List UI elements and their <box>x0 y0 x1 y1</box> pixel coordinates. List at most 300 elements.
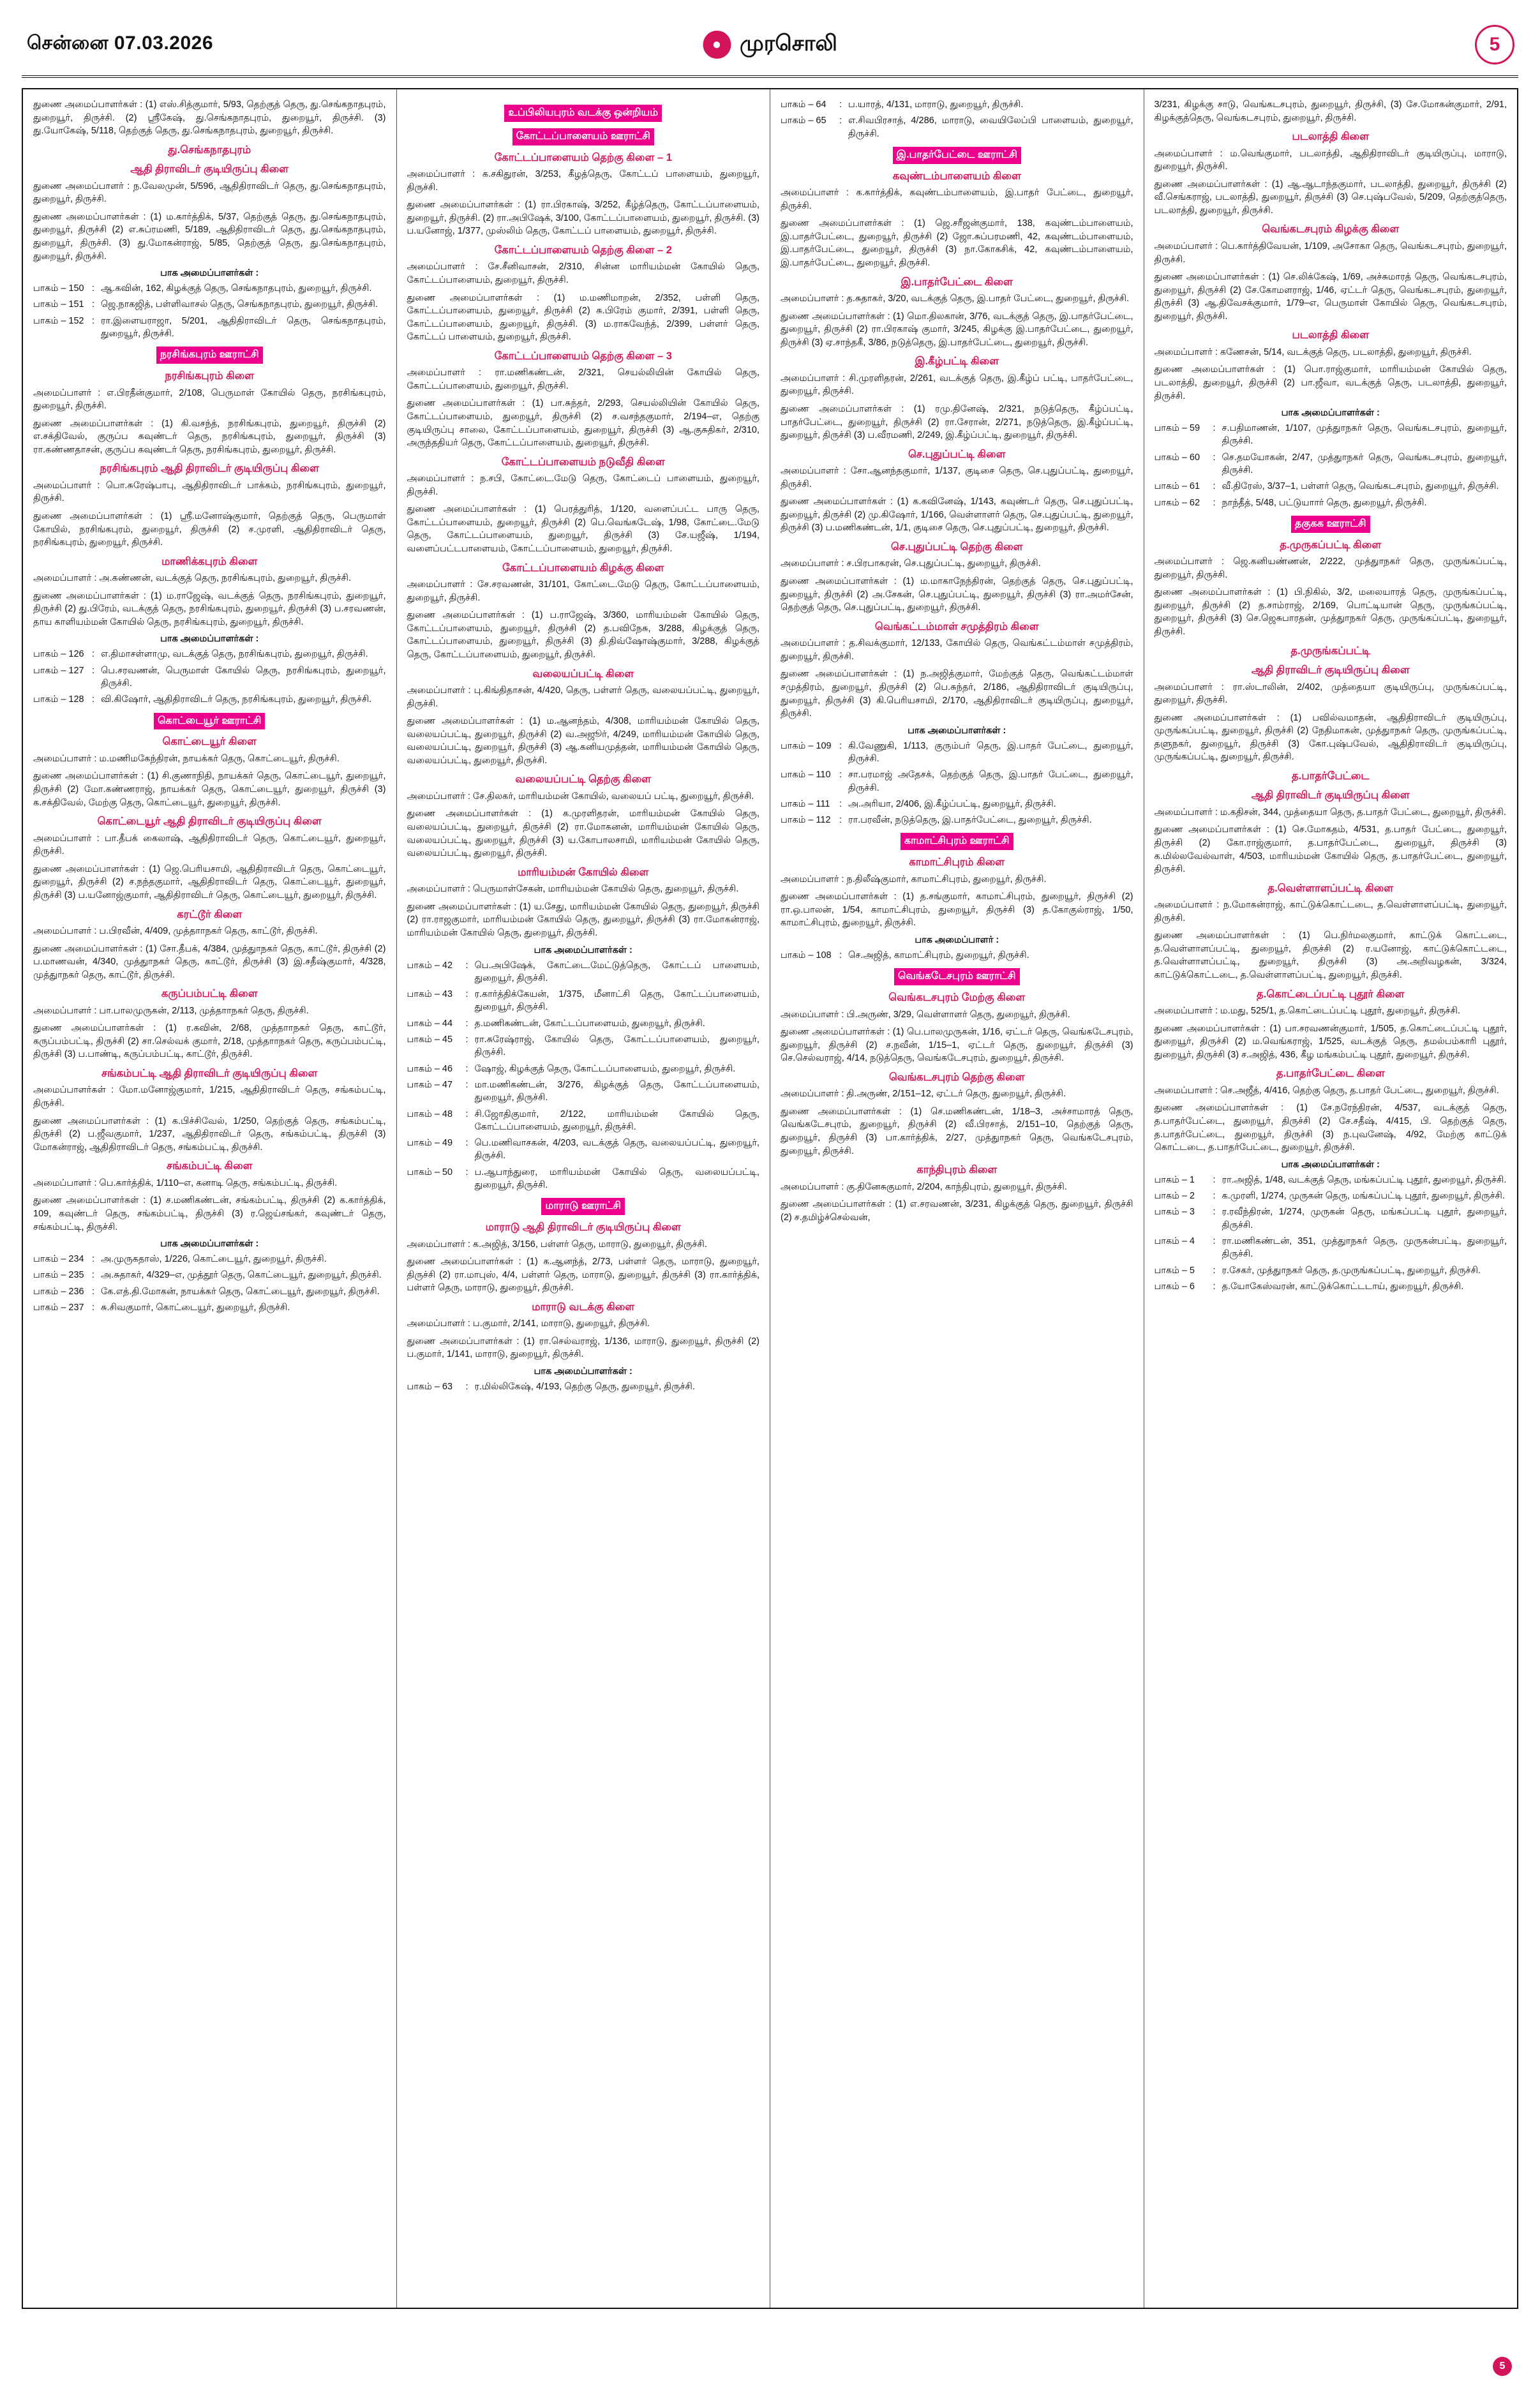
organiser-paragraph: துணை அமைப்பாளர்கள் : (1) த.சங்குமார், காமாட்சிபுரம், துறையூர், திருச்சி (2) ரா.ஒ.பாலன், 1/54, காமாட்சிபுரம், துறையூர், திருச்சி (3) த.கோகுல்ராஜ், 1/50, காமாட்சிபுரம், துறையூர், திருச்சி. <box>781 892 1133 929</box>
branch-heading: ஆதி திராவிடர் குடியிருப்பு கிளை <box>1251 664 1410 676</box>
branch-heading: கோட்டப்பாளையம் நடுவீதி கிளை <box>501 456 665 468</box>
pak-organisers-title: பாக அமைப்பாளர்கள் : <box>160 268 259 279</box>
section-banner-heading: வெங்கடேசபுரம் ஊராட்சி <box>894 968 1020 985</box>
organiser-paragraph: அமைப்பாளர் : பு.கிங்திதாசன், 4/420, தெரு, பள்ளர் தெரு, வலையப்பட்டி, துறையூர், திருச்சி. <box>407 685 759 709</box>
pak-organiser-row <box>33 648 386 661</box>
organiser-paragraph: அமைப்பாளர் : ந.திலீஷ்குமார், காமாட்சிபுரம், துறையூர், திருச்சி. <box>781 874 1047 885</box>
organiser-paragraph: அமைப்பாளர் : சே.சரவணன், 31/101, கோட்டை.மேடு தெரு, கோட்டப்பாளையம், துறையூர், திருச்சி. <box>407 579 759 603</box>
organiser-paragraph: அமைப்பாளர் : ம.வெங்குமார், படலாத்தி, ஆதிதிராவிடர் குடியிருப்பு, மாராடு, துறையூர், திருச்சி. <box>1154 148 1507 172</box>
organiser-paragraph: அமைப்பாளர்கள் : மோ.மனோஜ்குமார், 1/215, ஆதிதிராவிடர் தெரு, சங்கம்பட்டி, திருச்சி. <box>33 1085 386 1109</box>
pak-separator: : <box>839 116 842 126</box>
pak-number: பாகம் – 42 <box>407 960 453 971</box>
pak-separator: : <box>1213 1174 1216 1185</box>
pak-organiser-detail: ப.ஆபாந்துரை, மாரியம்மன் கோயில் தெரு, வலையப்பட்டி, துறையூர், திருச்சி. <box>474 1167 759 1190</box>
branch-heading: சங்கம்பட்டி ஆதி திராவிடர் குடியிருப்பு கிளை <box>101 1068 318 1080</box>
pak-organiser-row <box>33 1269 386 1281</box>
pak-separator: : <box>92 665 95 676</box>
article-columns <box>22 88 1518 2309</box>
organiser-paragraph: அமைப்பாளர் : சே.திலகர், மாரியம்மன் கோயில், வலையப் பட்டி, துறையூர், திருச்சி. <box>407 791 754 802</box>
organiser-paragraph: அமைப்பாளர் : பெ.கார்த்திக், 1/110–எ, கனாடி தெரு, சங்கம்பட்டி, திருச்சி. <box>33 1177 338 1188</box>
pak-organiser-row <box>33 664 386 691</box>
organiser-paragraph: துணை அமைப்பாளர்கள் : (1) ஆ.ஆடாந்தகுமார், படலாத்தி, துறையூர், திருச்சி (2) வீ.செங்கராஜ், படலாத்தி, துறையூர், திருச்சி (3) செ.புஷ்பவேல், 5/209, தெற்குத்தெரு, படலாத்தி, துறையூர், திருச்சி. <box>1154 179 1507 216</box>
pak-organiser-detail: மா.மணிகண்டன், 3/276, கிழக்குத் தெரு, கோட்டப்பாளையம், துறையூர், திருச்சி. <box>474 1079 759 1103</box>
organiser-paragraph: துணை அமைப்பாளர்கள் : (1) செ.மணிகண்டன், 1/18–3, அச்சாமாரத் தெரு, வெங்கடேசபுரம், துறையூர், திருச்சி (2) வீ.பிரசாத், 2/151–10, தெற்குத் தெரு, துறையூர், திருச்சி (3) பா.கார்த்திக், 2/27, முத்துாநகர் தெரு, வெங்கடேசபுரம், துறையூர், திருச்சி. <box>781 1106 1133 1156</box>
pak-organiser-row <box>781 98 1133 111</box>
branch-heading: கவுண்டம்பாளையம் கிளை <box>892 170 1021 182</box>
pak-separator: : <box>1213 452 1216 463</box>
pak-number: பாகம் – 109 <box>781 740 832 751</box>
pak-separator: : <box>92 1286 95 1297</box>
pak-number: பாகம் – 5 <box>1154 1265 1195 1276</box>
organiser-paragraph: துணை அமைப்பாளர்கள் : (1) சே.நரேந்திரன், 4/537, வடக்குத் தெரு, த.பாதர்பேட்டை, துறையூர், திருச்சி (2) சே.சதீஷ், 4/415, பி. தெற்குத் தெரு, த.பாதர்பேட்டை, துறையூர், திருச்சி (3) ந.புவனேஷ், 4/92, மேற்கு காட்டுக் கொட்டடை, த.பாதர்பேட்டை, துறையூர், திருச்சி. <box>1154 1103 1507 1153</box>
pak-organiser-row <box>407 1017 760 1030</box>
pak-organiser-row <box>781 949 1133 962</box>
organiser-paragraph: துணை அமைப்பாளர்கள் : (1) பி.நிகில், 3/2, மலையாரத் தெரு, முருங்கப்பட்டி, துறையூர், திருச்சி (2) த.சாம்ராஜ், 2/169, பொட்டியான் தெரு, முருங்கப்பட்டி, துறையூர், திருச்சி (3) செ.ஜெசுபாரதன், முத்துாநகர் தெரு, முருங்கப்பட்டி, துறையூர், திருச்சி. <box>1154 587 1507 638</box>
organiser-paragraph: துணை அமைப்பாளர்கள் : (1) ஸ்ரீ.மனோஷ்குமார், தெற்குத் தெரு, பெருமாள் கோயில், நரசிங்கபுரம், துறையூர், திருச்சி (2) ச.முரளி, ஆதிதிராவிடர் தெரு, நரசிங்கபுரம், துறையூர், திருச்சி. <box>33 511 386 548</box>
branch-heading: த.முருங்கப்பட்டி <box>1290 645 1371 657</box>
pak-organiser-row <box>1155 451 1507 477</box>
branch-heading: செ.புதுப்பட்டி தெற்கு கிளை <box>890 541 1023 553</box>
branch-heading: கோட்டப்பாளையம் கிழக்கு கிளை <box>502 562 664 574</box>
masthead-brand <box>703 31 837 59</box>
organiser-paragraph: அமைப்பாளர் : தி.அருண், 2/151–12, ஏட்டர் தெரு, துறையூர், திருச்சி. <box>781 1089 1066 1100</box>
organiser-paragraph: துணை அமைப்பாளர்கள் : (1) ஜெ.பெரியசாமி, ஆதிதிராவிடர் தெரு, கொட்டையூர், துறையூர், திருச்சி (2) ச.நந்தகுமார், ஆதிதிராவிடர் தெரு, கொட்டையூர், துறையூர், திருச்சி (3) ப.யனோஜ்குமார், ஆதிதிராவிடர் தெரு, கொட்டையூர், துறையூர், திருச்சி. <box>33 863 386 900</box>
pak-number: பாகம் – 63 <box>407 1382 453 1392</box>
pak-number: பாகம் – 60 <box>1154 452 1200 463</box>
organiser-paragraph: துணை அமைப்பாளர்கள் : (1) ம.கார்த்திக், 5/37, தெற்குத் தெரு, து.செங்கநாதபுரம், துறையூர், திருச்சி (2) எ.சுப்ரமணி, 5/189, ஆதிதிராவிடர் தெரு, து.செங்கநாதபுரம், துறையூர், திருச்சி. (3) து.மோகன்ராஜ், 5/85, தெற்குத் தெரு, து.செங்கநாதபுரம், துறையூர், திருச்சி. <box>33 211 386 262</box>
elephant-logo-icon: ● <box>703 31 731 59</box>
pak-number: பாகம் – 44 <box>407 1018 453 1029</box>
pak-separator: : <box>839 815 842 826</box>
organiser-paragraph: துணை அமைப்பாளர்கள் : (1) பொ.ராஜ்குமார், மாரியம்மன் கோயில் தெரு, படலாத்தி, துறையூர், திருச்சி (2) பா.ஜீவா, வடக்குத் தெரு, படலாத்தி, துறையூர், திருச்சி. <box>1154 364 1507 401</box>
pak-organiser-row <box>33 1253 386 1266</box>
branch-heading: கொட்டையூர் கிளை <box>162 736 257 748</box>
pak-organiser-detail: ரா.சுரேஷ்ராஜ், கோயில் தெரு, கோட்டப்பாளையம், துறையூர், திருச்சி. <box>474 1034 759 1058</box>
organiser-paragraph: துணை அமைப்பாளர்கள் : (1) செ.மோகதம், 4/531, த.பாதர் பேட்டை, துறையூர், திருச்சி (2) கோ.ராஜ்குமார், த.பாதர்பேட்டை, துறையூர், திருச்சி (3) க.மில்லவேல்வாள், 4/503, மாரியம்மன் கோயில் தெரு, த.பாதர்பேட்டை, துறையூர், திருச்சி. <box>1154 825 1507 875</box>
pak-organiser-detail: ர.ரவீந்திரன், 1/274, முருகன் தெரு, மங்கப்பட்டி புதூர், துறையூர், திருச்சி. <box>1222 1207 1507 1230</box>
organiser-paragraph: அமைப்பாளர் : சே.சீனிவாசன், 2/310, சின்ன மாரியம்மன் கோயில் தெரு, கோட்டப்பாளையம், துறையூர், திருச்சி. <box>407 262 759 285</box>
branch-heading: வெங்கடசபுரம் மேற்கு கிளை <box>888 992 1026 1004</box>
organiser-paragraph: துணை அமைப்பாளர்கள் : (1) ரா.செல்வராஜ், 1/136, மாராடு, துறையூர், திருச்சி (2) ப.குமார், 1/141, மாராடு, துறையூர், திருச்சி. <box>407 1336 759 1360</box>
pak-number: பாகம் – 62 <box>1154 497 1200 508</box>
pak-number: பாகம் – 2 <box>1154 1191 1195 1202</box>
pak-organisers-title: பாக அமைப்பாளர்கள் : <box>1281 1159 1380 1170</box>
pak-number: பாகம் – 235 <box>33 1270 84 1281</box>
organiser-paragraph: அமைப்பாளர் : பெருமாள்சேகன், மாரியம்மன் கோயில் தெரு, துறையூர், திருச்சி. <box>407 884 739 895</box>
branch-heading: கொட்டையூர் ஆதி திராவிடர் குடியிருப்பு கிளை <box>97 816 322 828</box>
pak-separator: : <box>465 1018 468 1029</box>
pak-separator: : <box>92 315 95 326</box>
pak-organiser-detail: எ.திமாசள்ளாமு, வடக்குத் தெரு, நரசிங்கபுரம், துறையூர், திருச்சி. <box>101 649 368 660</box>
branch-heading: த.முருகப்பட்டி கிளை <box>1280 539 1382 551</box>
pak-number: பாகம் – 65 <box>781 116 826 126</box>
organiser-paragraph: அமைப்பாளர் : ப.பிரவீன், 4/409, முத்தாாநகர் தெரு, காட்டூர், திருச்சி. <box>33 925 318 936</box>
organiser-paragraph: அமைப்பாளர் : அ.கண்ணன், வடக்குத் தெரு, நரசிங்கபுரம், துறையூர், திருச்சி. <box>33 573 352 584</box>
pak-separator: : <box>1213 497 1216 508</box>
pak-organiser-detail: க.முரளி, 1/274, முருகன் தெரு, மங்கப்பட்டி புதூர், துறையூர், திருச்சி. <box>1222 1191 1505 1202</box>
pak-organiser-row <box>1155 1264 1507 1277</box>
branch-heading: இ.கீழ்பட்டி கிளை <box>915 355 999 368</box>
pak-organiser-detail: வீ.திரேஸ், 3/37–1, பள்ளர் தெரு, வெங்கடசபுரம், துறையூர், திருச்சி. <box>1222 481 1499 492</box>
pak-organiser-detail: நாந்தீத், 5/48, பட்டுயாார் தெரு, துறையூர், திருச்சி. <box>1222 497 1427 508</box>
organiser-paragraph: அமைப்பாளர் : ம.மது, 525/1, த.கொட்டைப்பட்டி புதூர், துறையூர், திருச்சி. <box>1154 1006 1460 1017</box>
organiser-paragraph: அமைப்பாளர் : கு.தினேசுகுமார், 2/204, காந்திபுரம், துறையூர், திருச்சி. <box>781 1181 1067 1192</box>
organiser-paragraph: துணை அமைப்பாளர்கள் : (1) க.முரளிதரன், மாரியம்மன் கோயில் தெரு, வலையப்பட்டி, துறையூர், திருச்சி (2) ரா.மோகனன், மாரியம்மன் கோயில் தெரு, வலையப்பட்டி, துறையூர், திருச்சி (3) ய.கோபாலசாமி, மாரியம்மன் கோயில் தெரு, வலையப்பட்டி, துறையூர், திருச்சி. <box>407 809 759 859</box>
organiser-paragraph: துணை அமைப்பாளர்கள் : (1) ம.மணிமாறன், 2/352, பள்ளி தெரு, கோட்டப்பாளையம், துறையூர், திருச்சி (2) சு.பிரேம் குமார், 2/391, பள்ளி தெரு, கோட்டப்பாளையம், துறையூர், திருச்சி. (3) ம.ராகவேந்த், 2/399, பள்ளர் தெரு, கோட்டப் பாளையம், துறையூர், திருச்சி. <box>407 292 759 343</box>
pak-organiser-detail: வி.கிஷோர், ஆதிதிராவிடர் தெரு, நரசிங்கபுரம், துறையூர், திருச்சி. <box>101 694 372 705</box>
branch-heading: ஆதி திராவிடர் குடியிருப்பு கிளை <box>1251 789 1410 802</box>
pak-separator: : <box>839 950 842 960</box>
pak-organisers-title: பாக அமைப்பாளர்கள் : <box>160 634 259 645</box>
pak-organiser-row <box>407 1108 760 1134</box>
pak-organiser-detail: ஷோஜ், கிழக்குத் தெரு, கோட்டப்பாளையம், துறையூர், திருச்சி. <box>474 1063 736 1074</box>
pak-separator: : <box>465 1138 468 1149</box>
pak-separator: : <box>1213 1265 1216 1276</box>
branch-heading: மாரியம்மன் கோயில் கிளை <box>518 866 649 878</box>
organiser-paragraph: துணை அமைப்பாளர்கள் : (1) கி.வசந்த், நரசிங்கபுரம், துறையூர், திருச்சி (2) எ.சக்திவேல், குருப்ப கவுண்டர் தெரு, நரசிங்கபுரம், துறையூர், திருச்சி (3) ரா.கண்ணதாசன், குருப்ப கவுண்டர் தெரு, நரசிங்கபுரம், துறையூர், திருச்சி. <box>33 418 386 455</box>
organiser-paragraph: துணை அமைப்பாளர்கள் : (1) ச.மணிகண்டன், சங்கம்பட்டி, திருச்சி (2) க.கார்த்திக், 109, கவுண்டர் தெரு, சங்கம்பட்டி, திருச்சி (3) ர.ஜெய்சங்கர், கவுண்டர் தெரு, சங்கம்பட்டி, திருச்சி. <box>33 1195 386 1232</box>
pak-organiser-row <box>781 114 1133 140</box>
organiser-paragraph: அமைப்பாளர் : சி.முரளிதரன், 2/261, வடக்குத் தெரு, இ.கீழ்ப் பட்டி, பாதர்பேட்டை, துறையூர், திருச்சி. <box>781 373 1133 397</box>
pak-separator: : <box>1213 1191 1216 1202</box>
branch-heading: மாராடு ஆதி திராவிடர் குடியிருப்பு கிளை <box>485 1221 681 1234</box>
organiser-paragraph: அமைப்பாளர் : சோ.ஆனந்தகுமார், 1/137, குடிசை தெரு, செ.புதுப்பட்டி, துறையூர், திருச்சி. <box>781 466 1133 489</box>
pak-organiser-detail: பெ.மணிவாசகன், 4/203, வடக்குத் தெரு, வலையப்பட்டி, துறையூர், திருச்சி. <box>474 1138 759 1161</box>
pak-organiser-row <box>781 768 1133 795</box>
branch-heading: த.கொட்டைப்பட்டி புதூர் கிளை <box>1256 988 1405 1000</box>
organiser-paragraph: துணை அமைப்பாளர்கள் : (1) ம.மாகாநேந்திரன், தெற்குத் தெரு, செ.புதுப்பட்டி, துறையூர், திருச்சி (2) அ.சேகன், செ.புதுப்பட்டி, துறையூர், திருச்சி (3) ரா.அமர்சேன், தெற்குத் தெரு, செ.புதுப்பட்டி, துறையூர், திருச்சி. <box>781 576 1133 613</box>
pak-organiser-row <box>407 1079 760 1105</box>
branch-heading: கோட்டப்பாளையம் தெற்கு கிளை – 3 <box>494 350 672 362</box>
pak-number: பாகம் – 43 <box>407 989 453 1000</box>
pak-number: பாகம் – 49 <box>407 1138 453 1149</box>
organiser-paragraph: அமைப்பாளர் : ரா.மணிகண்டன், 2/321, செயல்லியின் கோயில் தெரு, கோட்டப்பாளையம், துறையூர், திருச்சி. <box>407 368 759 391</box>
section-banner-heading: கொட்டையூர் ஊராட்சி <box>154 713 265 730</box>
organiser-paragraph: துணை அமைப்பாளர்கள் : (1) பா.சரவணன்குமார், 1/505, த.கொட்டைப்பட்டி புதூர், துறையூர், திருச்சி (2) ம.வெங்கராஜ், 1/525, வடக்குத் தெரு, தமல்பம்காரி புதூர், துறையூர், திருச்சி (3) ச.அஜித், 436, கீழ மங்கம்பட்டி புதூர், துறையூர், திருச்சி. <box>1154 1023 1507 1060</box>
organiser-paragraph: அமைப்பாளர் : கணேசன், 5/14, வடக்குத் தெரு, படலாத்தி, துறையூர், திருச்சி. <box>1154 347 1472 357</box>
newspaper-page <box>0 14 1540 2390</box>
organiser-paragraph: அமைப்பாளர் : ந.மோகன்ராஜ், காட்டுக்கொட்டடை, த.வெள்ளாளப்பட்டி, துறையூர், திருச்சி. <box>1154 900 1507 923</box>
pak-separator: : <box>92 299 95 310</box>
pak-organiser-row <box>781 798 1133 810</box>
organiser-paragraph: அமைப்பாளர் : ப.குமார், 2/141, மாராடு, துறையூர், திருச்சி. <box>407 1318 650 1329</box>
pak-organiser-detail: சு.சிவகுமார், கொட்டையூர், துறையூர், திருச்சி. <box>101 1303 290 1313</box>
pak-organiser-row <box>407 1380 760 1393</box>
pak-organiser-row <box>407 1137 760 1163</box>
pak-separator: : <box>465 1382 468 1392</box>
section-banner-heading: மாராடு ஊராட்சி <box>541 1198 625 1215</box>
branch-heading: து.செங்கநாதபுரம் <box>168 144 251 156</box>
organiser-paragraph: துணை அமைப்பாளர்கள் : (1) க.பிச்சிவேல், 1/250, தெற்குத் தெரு, சங்கம்பட்டி, திருச்சி (2) ப.ஜீவகுமார், 1/237, ஆதிதிராவிடர் தெரு, சங்கம்பட்டி, திருச்சி (3) மோகன்ராஜ், ஆதிதிராவிடர் தெரு, சங்கம்பட்டி, திருச்சி. <box>33 1116 386 1153</box>
organiser-paragraph: துணை அமைப்பாளர்கள் : (1) ர.கவின், 2/68, முத்தாாநகர் தெரு, காட்டூர், கருப்பம்பட்டி, திருச்சி (2) சா.செல்வக் குமார், 2/18, முத்தாாநகர் தெரு, கருப்பம்பட்டி, திருச்சி (3) ப.பாண்டி, கருப்பம்பட்டி, காட்டூர், திருச்சி. <box>33 1023 386 1060</box>
organiser-paragraph: அமைப்பாளர் : த.சிவக்குமார், 12/133, கோயில் தெரு, வெங்கட்டம்மாள் சமுத்திரம், துறையூர், திருச்சி. <box>781 638 1133 662</box>
masthead-page-indicator <box>1475 25 1518 64</box>
branch-heading: த.பாதர்பேட்டை கிளை <box>1276 1068 1385 1080</box>
pak-organiser-row <box>407 1033 760 1059</box>
organiser-paragraph: துணை அமைப்பாளர்கள் : (1) பெரத்துரித், 1/120, வளைப்பட்ட பாரு தெரு, கோட்டப்பாளையம், துறையூர், திருச்சி (2) பெ.வெங்கடேஷ், 1/98, கோட்டை.மேடு தெரு, கோட்டப்பாளையம், துறையூர், திருச்சி (3) சே.யஜீஷ், 1/194, வளைப்பட்டபாளையம், கோட்டப்பாளையம், துறையூர், திருச்சி. <box>407 504 759 555</box>
organiser-paragraph: அமைப்பாளர் : க.சகிதுரன், 3/253, கீழத்தெரு, கோட்டப் பாளையம், துறையூர், திருச்சி. <box>407 169 759 193</box>
organiser-paragraph: அமைப்பாளர் : ந.சபி, கோட்டை.மேடு தெரு, கோட்டைப் பாளையம், துறையூர், திருச்சி. <box>407 474 759 497</box>
pak-organiser-detail: ர.சேகர், முத்துாநகர் தெரு, த.முருங்கப்பட்டி, துறையூர், திருச்சி. <box>1222 1265 1481 1276</box>
column-3 <box>770 89 1144 2308</box>
pak-separator: : <box>839 100 842 110</box>
pak-organiser-detail: கி.வேணுகி, 1/113, குரும்பர் தெரு, இ.பாதர் பேட்டை, துறையூர், திருச்சி. <box>848 740 1133 764</box>
pak-number: பாகம் – 59 <box>1154 423 1200 434</box>
pak-separator: : <box>839 770 842 780</box>
pak-organiser-row <box>781 740 1133 766</box>
pak-number: பாகம் – 128 <box>33 694 84 705</box>
organiser-paragraph: அமைப்பாளர் : பெ.கார்த்திவேயன், 1/109, அசோகா தெரு, வெங்கடசபுரம், துறையூர், திருச்சி. <box>1154 241 1507 265</box>
pak-organiser-row <box>407 1166 760 1192</box>
pak-organiser-row <box>1155 1206 1507 1232</box>
pak-number: பாகம் – 48 <box>407 1109 453 1119</box>
pak-organiser-row <box>781 814 1133 826</box>
pak-organiser-detail: ரா.மணிகண்டன், 351, முத்துாநகர் தெரு, முருகன்பட்டி, துறையூர், திருச்சி. <box>1222 1236 1507 1260</box>
branch-heading: படலாத்தி கிளை <box>1292 131 1370 143</box>
pak-organiser-detail: த.மணிகண்டன், கோட்டப்பாளையம், துறையூர், திருச்சி. <box>474 1018 705 1029</box>
pak-organiser-detail: செ.அஜித், காமாட்சிபுரம், துறையூர், திருச்சி. <box>848 950 1029 960</box>
pak-separator: : <box>465 989 468 1000</box>
pak-organiser-detail: அ.முருகதாஸ், 1/226, கொட்டையூர், துறையூர், திருச்சி. <box>101 1254 327 1265</box>
organiser-paragraph: அமைப்பாளர் : க.அஜித், 3/156, பள்ளர் தெரு, மாராடு, துறையூர், திருச்சி. <box>407 1239 707 1250</box>
pak-organiser-row <box>33 282 386 295</box>
pak-separator: : <box>1213 481 1216 492</box>
branch-heading: மாராடு வடக்கு கிளை <box>532 1301 635 1313</box>
organiser-paragraph: அமைப்பாளர் : ஜெ.கனியண்ணன், 2/222, முத்துாநகர் தெரு, முருங்கப்பட்டி, துறையூர், திருச்சி. <box>1154 556 1507 580</box>
footer-page-number: 5 <box>1493 2357 1512 2376</box>
column-4 <box>1144 89 1518 2308</box>
pak-organiser-row <box>1155 497 1507 509</box>
organiser-paragraph: அமைப்பாளர் : பொ.சுரேஷ்பாபு, ஆதிதிராவிடர் பாக்கம், நரசிங்கபுரம், துறையூர், திருச்சி. <box>33 480 386 504</box>
pak-organiser-detail: கே.எத்.தி.மோகன், நாயக்கர் தெரு, கொட்டையூர், துறையூர், திருச்சி. <box>101 1286 380 1297</box>
organiser-paragraph: அமைப்பாளர் : பி.அருண், 3/29, வெள்ளாளர் தெரு, துறையூர், திருச்சி. <box>781 1009 1070 1020</box>
pak-number: பாகம் – 152 <box>33 315 84 326</box>
branch-heading: கரட்டூர் கிளை <box>177 908 243 920</box>
pak-organiser-detail: ஜெ.நாகஜித், பள்ளிவாசல் தெரு, செங்கநாதபுரம், துறையூர், திருச்சி. <box>101 299 378 310</box>
pak-separator: : <box>1213 1207 1216 1218</box>
pak-separator: : <box>92 283 95 294</box>
organiser-paragraph: 3/231, கிழக்கு சாடு, வெங்கடசபுரம், துறையூர், திருச்சி, (3) சே.மோகன்குமார், 2/91, கிழக்குத்தெரு, வெங்கடசபுரம், துறையூர், திருச்சி. <box>1154 100 1507 123</box>
pak-number: பாகம் – 237 <box>33 1303 84 1313</box>
pak-organiser-detail: ரா.அஜித், 1/48, வடக்குத் தெரு, மங்கப்பட்டி புதூர், துறையூர், திருச்சி. <box>1222 1174 1507 1185</box>
pak-organiser-detail: சா.பரமாஜ் அதேசக், தெற்குத் தெரு, இ.பாதர் பேட்டை, துறையூர், திருச்சி. <box>848 770 1133 793</box>
organiser-paragraph: அமைப்பாளர் : செ.அஜீத், 4/416, தெற்கு தெரு, த.பாதர் பேட்டை, துறையூர், திருச்சி. <box>1154 1085 1499 1096</box>
pak-organiser-row <box>33 298 386 311</box>
pak-organiser-row <box>33 1285 386 1298</box>
pak-organiser-detail: அ.அரியா, 2/406, இ.கீழ்ப்பட்டி, துறையூர், திருச்சி. <box>848 798 1056 809</box>
branch-heading: வலையப்பட்டி தெற்கு கிளை <box>515 773 652 786</box>
pak-organisers-title: பாக அமைப்பாளர்கள் : <box>160 1239 259 1250</box>
pak-number: பாகம் – 108 <box>781 950 832 960</box>
pak-organiser-detail: ச.பதிமாணன், 1/107, முத்துாநகர் தெரு, வெங்கடசபுரம், துறையூர், திருச்சி. <box>1222 423 1507 447</box>
masthead <box>22 14 1518 78</box>
organiser-paragraph: துணை அமைப்பாளர்கள் : (1) ம.ராஜேஷ், வடக்குத் தெரு, நரசிங்கபுரம், துறையூர், திருச்சி (2) து.பிரேம், வடக்குத் தெரு, நரசிங்கபுரம், துறையூர், திருச்சி (3) ப.சரவணன், தாய காளியம்மன் கோயில் தெரு, நரசிங்கபுரம், துறையூர், திருச்சி. <box>33 590 386 627</box>
organiser-paragraph: அமைப்பாளர் : பா.பாலமுருகன், 2/113, முத்தாாநகர் தெரு, திருச்சி. <box>33 1005 309 1016</box>
branch-heading: காமாட்சிபுரம் கிளை <box>909 856 1005 869</box>
section-banner-heading: தகுகக ஊராட்சி <box>1291 516 1370 533</box>
organiser-paragraph: துணை அமைப்பாளர்கள் : (1) ந.அஜித்குமார், மேற்குத் தெரு, வெங்கட்டம்மாள் சமுத்திரம், துறையூர், திருச்சி (2) பெ.சுந்தர், 2/186, ஆதிதிராவிடர் குடியிருப்பு, துறையூர், திருச்சி (3) கி.பெரியசாமி, 2/170, ஆதிதிராவிடர் குடியிருப்பு, துறையூர், திருச்சி. <box>781 669 1133 719</box>
pak-organiser-row <box>33 315 386 341</box>
pak-organiser-detail: ரா.இளையராஜா, 5/201, ஆதிதிராவிடர் தெரு, செங்கநாதபுரம், துறையூர், திருச்சி. <box>101 315 386 339</box>
pak-separator: : <box>465 1167 468 1177</box>
branch-heading: வெங்கட்டம்மாள் சமுத்திரம் கிளை <box>874 620 1039 632</box>
pak-number: பாகம் – 3 <box>1154 1207 1195 1218</box>
pak-organiser-row <box>407 988 760 1014</box>
section-banner-heading: கோட்டப்பாளையம் ஊராட்சி <box>512 128 654 146</box>
branch-heading: கருப்பம்பட்டி கிளை <box>161 988 258 1000</box>
organiser-paragraph: அமைப்பாளர் : பா.தீபக் கைலாஷ், ஆதிதிராவிடர் தெரு, கொட்டையூர், துறையூர், திருச்சி. <box>33 833 386 857</box>
organiser-paragraph: துணை அமைப்பாளர்கள் : (1) எ.சரவணன், 3/231, கிழக்குத் தெரு, துறையூர், திருச்சி (2) ச.தமிழ்ச்செல்வன், <box>781 1199 1133 1223</box>
pak-separator: : <box>1213 423 1216 434</box>
pak-organiser-detail: பெ.அபிஷேக், கோட்டை.மேட்டுத்தெரு, கோட்டப் பாளையம், துறையூர், திருச்சி. <box>474 960 759 983</box>
organiser-paragraph: துணை அமைப்பாளர்கள் : (1) ம.ஆனந்தம், 4/308, மாரியம்மன் கோயில் தெரு, வலையப்பட்டி, துறையூர், திருச்சி (2) வ.அஜூர், 4/249, மாரியம்மன் கோயில் தெரு, வலையப்பட்டி, துறையூர், திருச்சி (3) ஆ.கனியமுத்தன், மாரியம்மன் கோயில் தெரு, வலையப்பட்டி, துறையூர், திருச்சி. <box>407 716 759 766</box>
organiser-paragraph: துணை அமைப்பாளர்கள் : (1) பா.சுந்தர், 2/293, செயல்லியின் கோயில் தெரு, கோட்டப்பாளையம், துறையூர், திருச்சி (2) ச.வசந்தகுமார், 2/194–எ, தெற்கு குடியிருப்பு சாலை, கோட்டப்பாளையம், துறையூர், திருச்சி (3) ஆ.குசுதிகர், 2/310, அருந்ததியர் தெரு, கோட்டப்பாளையம், துறையூர், திருச்சி. <box>407 398 759 449</box>
organiser-paragraph: துணை அமைப்பாளர்கள் : (1) மொ.திலகான், 3/76, வடக்குத் தெரு, இ.பாதர்பேட்டை, துறையூர், திருச்சி (2) ரா.பிரகாஷ் குமார், 3/245, கிழக்கு இ.பாதர்பேட்டை, துறையூர், திருச்சி (3) ஏ.சாந்தகீ, 3/86, நடுத்தெரு, இ.பாதர்பேட்டை, துறையூர், திருச்சி. <box>781 311 1133 348</box>
pak-separator: : <box>92 649 95 660</box>
pak-separator: : <box>465 1109 468 1119</box>
pak-organiser-detail: ப.யாரத், 4/131, மாராடு, துறையூர், திருச்சி. <box>848 100 1024 110</box>
pak-separator: : <box>1213 1236 1216 1246</box>
organiser-paragraph: துணை அமைப்பாளர்கள் : (1) சி.குணாநிதி, நாயக்கர் தெரு, கொட்டையூர், துறையூர், திருச்சி (2) மோ.கண்ணராஜ், நாயக்கர் தெரு, கொட்டையூர், துறையூர், திருச்சி (3) க.சக்திவேல், மேற்கு தெரு, கொட்டையூர், துறையூர், திருச்சி. <box>33 771 386 808</box>
branch-heading: வெங்கடசபுரம் தெற்கு கிளை <box>888 1071 1025 1083</box>
organiser-paragraph: துணை அமைப்பாளர்கள் : (1) பெ.நிர்மலகுமார், காட்டுக் கொட்டடை, த.வெள்ளாளப்பட்டி, துறையூர், திருச்சி (2) ர.யனோஜ், காட்டுக்கொட்டடை, த.வெள்ளாளப்பட்டி, துறையூர், திருச்சி (3) அ.அறிவழகன், 3/324, காட்டுக்கொட்டடை, த.வெள்ளாளப்பட்டி, துறையூர், திருச்சி. <box>1154 930 1507 981</box>
pak-number: பாகம் – 4 <box>1154 1236 1195 1246</box>
branch-heading: செ.புதுப்பட்டி கிளை <box>908 448 1006 460</box>
pak-number: பாகம் – 6 <box>1154 1281 1195 1292</box>
branch-heading: மாணிக்கபுரம் கிளை <box>161 555 258 567</box>
branch-heading: வலையப்பட்டி கிளை <box>532 668 634 680</box>
organiser-paragraph: அமைப்பாளர் : ரா.ஸ்டாலின், 2/402, முத்தையா குடியிருப்பு, முருங்கப்பட்டி, துறையூர், திருச்சி. <box>1154 682 1507 706</box>
pak-organiser-detail: சி.ஜோதிகுமார், 2/122, மாரியம்மன் கோயில் தெரு, கோட்டப்பாளையம், துறையூர், திருச்சி. <box>474 1109 759 1132</box>
pak-organisers-title: பாக அமைப்பாளர்கள் : <box>534 945 632 955</box>
branch-heading: கோட்டப்பாளையம் தெற்கு கிளை – 2 <box>494 244 672 256</box>
branch-heading: சங்கம்பட்டி கிளை <box>166 1160 253 1172</box>
organiser-paragraph: துணை அமைப்பாளர்கள் : (1) ரா.பிரகாஷ், 3/252, கீழ்த்தெரு, கோட்டப்பாளையம், துறையூர், திருச்சி. (2) ரா.அபிஷேக், 3/100, கோட்டப்பாளையம், துறையூர், திருச்சி. (3) ப.யனோஜ், 1/377, முஸ்லிம் தெரு, கோட்டப் பாளையம், துறையூர், திருச்சி. <box>407 200 759 237</box>
branch-heading: கோட்டப்பாளையம் தெற்கு கிளை – 1 <box>494 151 672 163</box>
pak-separator: : <box>839 798 842 809</box>
pak-organiser-row <box>1155 1235 1507 1261</box>
pak-number: பாகம் – 151 <box>33 299 84 310</box>
organiser-paragraph: அமைப்பாளர் : எ.பிரதீன்குமார், 2/108, பெருமாள் கோயில் தெரு, நரசிங்கபுரம், துறையூர், திருச்சி. <box>33 387 386 412</box>
pak-separator: : <box>1213 1281 1216 1292</box>
organiser-paragraph: துணை அமைப்பாளர்கள் : (1) ரமு.தினேஷ், 2/321, நடுத்தெரு, கீழ்ப்பட்டி, பாதர்பேட்டை, துறையூர், திருச்சி (2) ரா.சேரான், 2/271, நடுத்தெரு, இ.கீழ்ப்பட்டி, துறையூர், திருச்சி (3) ப.வீரமணி, 2/249, இ.கீழ்ப்பட்டி, துறையூர், திருச்சி. <box>781 403 1133 441</box>
section-banner-heading: நரசிங்கபுரம் ஊராட்சி <box>156 347 263 364</box>
organiser-paragraph: துணை அமைப்பாளர்கள் : (1) செ.லிக்கேஷ், 1/69, அச்சுமாரத் தெரு, வெங்கடசபுரம், துறையூர், திருச்சி (2) சே.கோமளராஜ், 1/46, ஏட்டர் தெரு, வெங்கடசபுரம், துறையூர், திருச்சி (3) ஆ.திவேசக்குமார், 1/79–எ, பெருமாள் கோயில் தெரு, வெங்கடசபுரம், துறையூர், திருச்சி. <box>1154 272 1507 322</box>
pak-organiser-row <box>407 1063 760 1075</box>
pak-organisers-title: பாக அமைப்பாளர்கள் : <box>1281 408 1380 419</box>
pak-organiser-detail: ரா.பரவீன், நடுத்தெரு, இ.பாதர்பேட்டை, துறையூர், திருச்சி. <box>848 815 1092 826</box>
pak-number: பாகம் – 111 <box>781 798 830 809</box>
page-number-badge: 5 <box>1475 25 1514 64</box>
organiser-paragraph: துணை அமைப்பாளர்கள் : (1) ய.சேது, மாரியம்மன் கோயில் தெரு, துறையூர், திருச்சி (2) ரா.ராஜகுமார், மாரியம்மன் கோயில் தெரு, துறையூர், திருச்சி (3) ரா.மோகன்ராஜ், மாரியம்மன் கோயில் தெரு, துறையூர், திருச்சி. <box>407 901 759 938</box>
organiser-paragraph: துணை அமைப்பாளர்கள் : (1) ஜெ.சரீஜன்குமார், 138, கவுண்டம்பாளையம், இ.பாதர்பேட்டை, துறையூர், திருச்சி (2) ஜோ.சுப்பரமணி, 42, கவுண்டம்பாளையம், இ.பாதர்பேட்டை, துறையூர், திருச்சி (3) நா.கோகசிக், 42, கவுண்டம்பாளையம், இ.பாதர்பேட்டை, துறையூர், திருச்சி. <box>781 218 1133 269</box>
pak-number: பாகம் – 46 <box>407 1063 453 1074</box>
section-banner-heading: காமாட்சிபுரம் ஊராட்சி <box>901 833 1013 850</box>
branch-heading: நரசிங்கபுரம் ஆதி திராவிடர் குடியிருப்பு கிளை <box>100 463 320 475</box>
pak-separator: : <box>92 1254 95 1265</box>
pak-separator: : <box>465 960 468 971</box>
branch-heading: ஆதி திராவிடர் குடியிருப்பு கிளை <box>130 163 289 176</box>
pak-organisers-title: பாக அமைப்பாளர் : <box>915 934 999 945</box>
pak-number: பாகம் – 61 <box>1154 481 1200 492</box>
branch-heading: படலாத்தி கிளை <box>1292 329 1370 341</box>
branch-heading: இ.பாதர்பேட்டை கிளை <box>901 276 1013 288</box>
pak-number: பாகம் – 112 <box>781 815 831 826</box>
pak-organiser-detail: பெ.சரவணன், பெருமாள் கோயில் தெரு, நரசிங்கபுரம், துறையூர், திருச்சி. <box>101 665 386 689</box>
branch-heading: த.வெள்ளாளப்பட்டி கிளை <box>1267 882 1394 894</box>
organiser-paragraph: துணை அமைப்பாளர்கள் : (1) ப.ராஜேஷ், 3/360, மாரியம்மன் கோயில் தெரு, கோட்டப்பாளையம், துறையூர், திருச்சி (2) த.பவிநேசு, 3/288, கிழக்குத் தெரு, கோட்டப்பாளையம், துறையூர், திருச்சி (3) தி.திவ்ஷோஷ்குமார், 3/288, கிழக்குத் தெரு, கோட்டப்பாளையம், துறையூர், திருச்சி. <box>407 610 759 660</box>
organiser-paragraph: அமைப்பாளர் : த.சுதாகர், 3/20, வடக்குத் தெரு, இ.பாதர் பேட்டை, துறையூர், திருச்சி. <box>781 294 1130 304</box>
pak-organiser-row <box>407 959 760 985</box>
branch-heading: வெங்கடசபுரம் கிழக்கு கிளை <box>1262 223 1400 235</box>
masthead-date-location: சென்னை 07.03.2026 <box>27 33 214 54</box>
section-banner-heading: இ.பாதர்பேட்டை ஊராட்சி <box>893 147 1021 164</box>
organiser-paragraph: துணை அமைப்பாளர் : ந.வேலமுன், 5/596, ஆதிதிராவிடர் தெரு, து.செங்கநாதபுரம், துறையூர், திருச்சி. <box>33 181 386 205</box>
pak-number: பாகம் – 127 <box>33 665 84 676</box>
pak-organiser-row <box>1155 1190 1507 1202</box>
pak-organiser-detail: ர.மில்லிகேஷ், 4/193, தெற்கு தெரு, துறையூர், திருச்சி. <box>474 1382 695 1392</box>
pak-organiser-detail: ர.கார்த்திக்கேயன், 1/375, மீனாட்சி தெரு, கோட்டப்பாளையம், துறையூர், திருச்சி. <box>474 989 759 1013</box>
column-2 <box>397 89 771 2308</box>
organiser-paragraph: துணை அமைப்பாளர்கள் : (1) சோ.தீபக், 4/384, முத்துாநகர் தெரு, காட்டூர், திருச்சி (2) ப.மாணவன், 4/340, முத்துாநகர் தெரு, காட்டூர், திருச்சி (3) இ.சதீஷ்குமார், 4/328, முத்துாநகர் தெரு, காட்டூர், திருச்சி. <box>33 943 386 980</box>
pak-organiser-detail: செ.தமயோகன், 2/47, முத்துாநகர் தெரு, வெங்கடசபுரம், துறையூர், திருச்சி. <box>1222 452 1507 476</box>
pak-separator: : <box>92 694 95 705</box>
pak-organiser-row <box>1155 422 1507 448</box>
pak-organiser-row <box>1155 1280 1507 1293</box>
pak-organisers-title: பாக அமைப்பாளர்கள் : <box>534 1366 632 1377</box>
branch-heading: காந்திபுரம் கிளை <box>916 1164 998 1176</box>
pak-separator: : <box>92 1303 95 1313</box>
pak-organiser-row <box>33 1301 386 1314</box>
pak-separator: : <box>465 1063 468 1074</box>
organiser-paragraph: அமைப்பாளர் : க.கார்த்திக், கவுண்டம்பாளையம், இ.பாதர் பேட்டை, துறையூர், திருச்சி. <box>781 188 1133 211</box>
organiser-paragraph: துணை அமைப்பாளர்கள் : (1) பவில்வமாதன், ஆதிதிராவிடர் குடியிருப்பு, முருங்கப்பட்டி, துறையூர், திருச்சி (2) நேதிமாகன், முத்துாநகர் தெரு, முருங்கப்பட்டி, தளுநகர், துறையூர், திருச்சி (3) கோ.புஷ்பவேல், ஆதிதிராவிடர் குடியிருப்பு, முருங்கப்பட்டி, துறையூர், திருச்சி. <box>1154 712 1507 763</box>
section-banner-heading: உப்பிலியபுரம் வடக்கு ஒன்றியம் <box>504 105 662 122</box>
organiser-paragraph: துணை அமைப்பாளர்கள் : (1) க.கவினேஷ், 1/143, கவுண்டர் தெரு, செ.புதுப்பட்டி, துறையூர், திருச்சி (2) மு.கிஷோர், 1/166, வெள்ளாளர் தெரு, செ.புதுப்பட்டி, துறையூர், திருச்சி (3) ப.மணிகண்டன், 1/1, குடிசை தெரு, செ.புதுப்பட்டி, துறையூர், திருச்சி. <box>781 497 1133 534</box>
pak-separator: : <box>465 1034 468 1045</box>
pak-number: பாகம் – 64 <box>781 100 826 110</box>
branch-heading: த.பாதர்பேட்டை <box>1292 770 1370 782</box>
organiser-paragraph: அமைப்பாளர் : ம.கதிசன், 344, முத்தையா தெரு, த.பாதர் பேட்டை, துறையூர், திருச்சி. <box>1154 807 1506 818</box>
pak-number: பாகம் – 126 <box>33 649 84 660</box>
organiser-paragraph: அமைப்பாளர் : ச.பிரபாகரன், செ.புதுப்பட்டி, துறையூர், திருச்சி. <box>781 558 1041 569</box>
pak-number: பாகம் – 45 <box>407 1034 453 1045</box>
pak-organiser-row <box>33 693 386 706</box>
pak-number: பாகம் – 110 <box>781 770 831 780</box>
organiser-paragraph: துணை அமைப்பாளர்கள் : (1) க.ஆனந்த், 2/73, பள்ளர் தெரு, மாராடு, துறையூர், திருச்சி (2) ரா.மாபுஸ், 4/4, பள்ளர் தெரு, மாராடு, துறையூர், திருச்சி (3) ரா.கார்த்திக், பள்ளர் தெரு, மாராடு, துறையூர், திருச்சி. <box>407 1257 759 1294</box>
pak-organiser-detail: எ.சிவபிரசாத், 4/286, மாராடு, வையிலேப்பி பாளையம், துறையூர், திருச்சி. <box>848 116 1133 139</box>
pak-number: பாகம் – 236 <box>33 1286 84 1297</box>
pak-number: பாகம் – 47 <box>407 1079 453 1090</box>
pak-organiser-detail: த.யோகேஸ்வரன், காட்டுக்கொட்டடாய், துறையூர், திருச்சி. <box>1222 1281 1464 1292</box>
pak-number: பாகம் – 1 <box>1154 1174 1195 1185</box>
pak-organiser-row <box>1155 1174 1507 1186</box>
pak-number: பாகம் – 234 <box>33 1254 84 1265</box>
pak-organiser-row <box>1155 480 1507 493</box>
branch-heading: நரசிங்கபுரம் கிளை <box>165 370 255 382</box>
pak-organisers-title: பாக அமைப்பாளர்கள் : <box>908 725 1006 736</box>
pak-separator: : <box>839 740 842 751</box>
organiser-paragraph: அமைப்பாளர் : ம.மணிமகேந்திரன், நாயக்கர் தெரு, கொட்டையூர், திருச்சி. <box>33 753 340 764</box>
organiser-paragraph: துணை அமைப்பாளர்கள் : (1) பெ.பாலமுருகன், 1/16, ஏட்டர் தெரு, வெங்கடேசபுரம், துறையூர், திருச்சி (2) ச.நவீன், 1/15–1, ஏட்டர் தெரு, துறையூர், திருச்சி (3) செ.செல்வராஜ், 4/14, நடுத்தெரு, வெங்கடேசபுரம், துறையூர், திருச்சி. <box>781 1027 1133 1064</box>
pak-number: பாகம் – 50 <box>407 1167 453 1177</box>
pak-organiser-detail: அ.சுதாகர், 4/329–எ, முத்தூர் தெரு, கொட்டையூர், துறையூர், திருச்சி. <box>101 1270 382 1281</box>
organiser-paragraph: துணை அமைப்பாளர்கள் : (1) எஸ்.சித்குமார், 5/93, தெற்குத் தெரு, து.செங்கநாதபுரம், துறையூர், திருச்சி. (2) ஶ்ரீகேஷ், து.செங்கநாதபுரம், துறையூர், திருச்சி. (3) து.யோகேஷ், 5/118, தெற்குத் தெரு, து.செங்கநாதபுரம், துறையூர், திருச்சி. <box>33 100 386 137</box>
pak-separator: : <box>92 1270 95 1281</box>
pak-separator: : <box>465 1079 468 1090</box>
pak-organiser-detail: ஆ.கவின், 162, கிழக்குத் தெரு, செங்கநாதபுரம், துறையூர், திருச்சி. <box>101 283 372 294</box>
publication-title: முரசொலி <box>740 31 837 56</box>
